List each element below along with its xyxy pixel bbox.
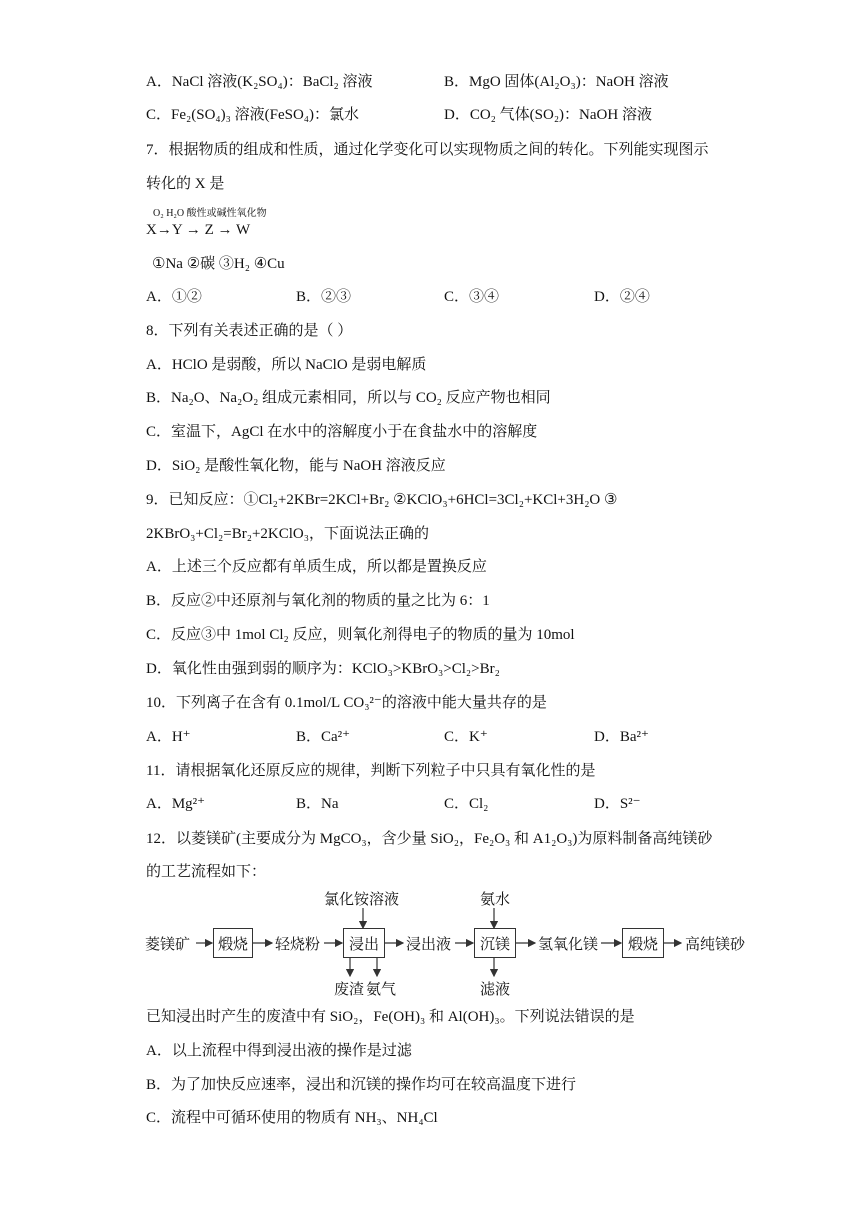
q9-option-c: C．反应③中 1mol Cl₂ 反应，则氧化剂得电子的物质的量为 10mol xyxy=(146,627,575,643)
q6-option-a: A．NaCl 溶液(K₂SO₄)：BaCl₂ 溶液 xyxy=(146,74,373,90)
q6-option-d: D．CO₂ 气体(SO₂)：NaOH 溶液 xyxy=(444,107,652,123)
flow-box-calcine-2: 煅烧 xyxy=(622,928,664,958)
q7-stem-line1: 7．根据物质的组成和性质，通过化学变化可以实现物质之间的转化。下列能实现图示 xyxy=(146,142,709,158)
q12-stem-line1: 12．以菱镁矿(主要成分为 MgCO₃，含少量 SiO₂，Fe₂O₃ 和 A1₂O₃)为原料制备高纯镁砂 xyxy=(146,831,713,847)
q7-option-b: B．②③ xyxy=(296,289,352,305)
flow-input-ammonium-chloride: 氯化铵溶液 xyxy=(324,892,400,908)
q7-option-a: A．①② xyxy=(146,289,202,305)
q8-option-b: B．Na₂O、Na₂O₂ 组成元素相同，所以与 CO₂ 反应产物也相同 xyxy=(146,390,551,406)
q12-option-a: A．以上流程中得到浸出液的操作是过滤 xyxy=(146,1043,412,1059)
q11-option-d: D．S²⁻ xyxy=(594,796,641,812)
q8-stem: 8．下列有关表述正确的是（ ） xyxy=(146,323,353,339)
q7-choices: ①Na ②碳 ③H₂ ④Cu xyxy=(152,256,285,272)
q12-stem-line2: 的工艺流程如下： xyxy=(146,864,267,880)
q8-option-a: A．HClO 是弱酸，所以 NaClO 是弱电解质 xyxy=(146,357,427,373)
flow-end-product: 高纯镁砂 xyxy=(685,937,746,953)
q12-option-c: C．流程中可循环使用的物质有 NH₃、NH₄Cl xyxy=(146,1110,438,1126)
q11-stem: 11．请根据氧化还原反应的规律，判断下列粒子中只具有氧化性的是 xyxy=(146,763,596,779)
q11-option-a: A．Mg²⁺ xyxy=(146,796,206,812)
q8-option-d: D．SiO₂ 是酸性氧化物，能与 NaOH 溶液反应 xyxy=(146,458,446,474)
flow-box-leach: 浸出 xyxy=(343,928,385,958)
q10-option-d: D．Ba²⁺ xyxy=(594,729,649,745)
flow-leach-liquor: 浸出液 xyxy=(406,937,452,953)
q12-note: 已知浸出时产生的废渣中有 SiO₂，Fe(OH)₃ 和 Al(OH)₃。下列说法错误的是 xyxy=(146,1009,635,1025)
q9-stem-line1: 9．已知反应：①Cl₂+2KBr=2KCl+Br₂ ②KClO₃+6HCl=3Cl₂+KCl+3H₂O ③ xyxy=(146,492,618,508)
q9-option-a: A．上述三个反应都有单质生成，所以都是置换反应 xyxy=(146,559,487,575)
q7-option-d: D．②④ xyxy=(594,289,650,305)
q10-option-c: C．K⁺ xyxy=(444,729,488,745)
q10-option-b: B．Ca²⁺ xyxy=(296,729,351,745)
q6-option-c: C．Fe₂(SO₄)₃ 溶液(FeSO₄)：氯水 xyxy=(146,107,360,123)
flow-box-precipitate-mg: 沉镁 xyxy=(474,928,516,958)
q12-option-b: B．为了加快反应速率，浸出和沉镁的操作均可在较高温度下进行 xyxy=(146,1077,577,1093)
q11-option-c: C．Cl₂ xyxy=(444,796,489,812)
q7-scheme-reagents: O₂ H₂O 酸性或碱性氧化物 xyxy=(153,208,267,219)
flow-light-burned-powder: 轻烧粉 xyxy=(275,937,321,953)
q7-option-c: C．③④ xyxy=(444,289,500,305)
q7-stem-line2: 转化的 X 是 xyxy=(146,176,225,192)
flow-magnesium-hydroxide: 氢氧化镁 xyxy=(538,937,599,953)
q10-stem: 10．下列离子在含有 0.1mol/L CO₃²⁻的溶液中能大量共存的是 xyxy=(146,695,547,711)
q8-option-c: C．室温下，AgCl 在水中的溶解度小于在食盐水中的溶解度 xyxy=(146,424,538,440)
flow-input-ammonia-water: 氨水 xyxy=(480,892,511,908)
q9-option-d: D．氧化性由强到弱的顺序为：KClO₃>KBrO₃>Cl₂>Br₂ xyxy=(146,661,500,677)
q9-option-b: B．反应②中还原剂与氧化剂的物质的量之比为 6：1 xyxy=(146,593,490,609)
flow-output-ammonia-gas: 氨气 xyxy=(366,982,397,998)
q6-option-b: B．MgO 固体(Al₂O₃)：NaOH 溶液 xyxy=(444,74,669,90)
flow-box-calcine-1: 煅烧 xyxy=(213,928,253,958)
q7-scheme: X→Y → Z → W xyxy=(146,222,251,238)
flow-start-material: 菱镁矿 xyxy=(145,937,191,953)
q9-stem-line2: 2KBrO₃+Cl₂=Br₂+2KClO₃，下面说法正确的 xyxy=(146,526,429,542)
flow-output-waste: 废渣 xyxy=(334,982,365,998)
q10-option-a: A．H⁺ xyxy=(146,729,191,745)
q11-option-b: B．Na xyxy=(296,796,339,812)
flow-output-filtrate: 滤液 xyxy=(480,982,511,998)
